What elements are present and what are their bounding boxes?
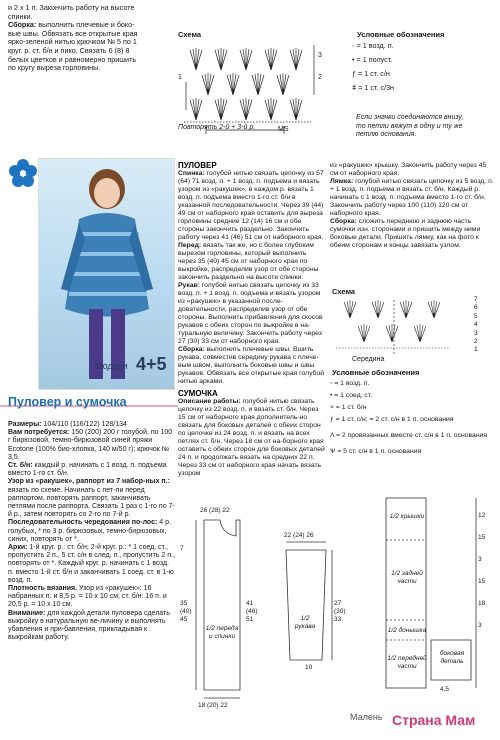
gauge-label: Плотность вязания. (8, 585, 78, 593)
bag-dim: 15 (478, 578, 486, 585)
p1-label: 1/2 переда и спинки (205, 625, 239, 640)
sleeve-text: голубой нитью связать цепочку из 33 возд. п. + 1 возд. п. подъема и вязать узором из «ракушек» в указанной после-довательности, распределив узор от обе стороны. Выполнить прибавления для скосов рукавов с обеих сторон по выкройке в на-туральную величину. Закончить работу через 27 (30) 33 см от наборного края. (178, 282, 323, 345)
legend-bottom-list (330, 380, 495, 460)
legend-bottom-item-0: = 1 возд. п. (334, 380, 370, 387)
legend-bottom-item-5: = 5 ст. с/н в 1 п. основания (337, 448, 422, 455)
left-column (8, 421, 176, 642)
legend-bottom-title: Условные обозначения (332, 368, 420, 377)
p1-side-neck: 7 (180, 545, 184, 552)
legend-top-item-2: = 1 ст. с/н (358, 69, 390, 78)
scheme-top-title: Схема (178, 30, 202, 39)
p2-label: 1/2 рукава (294, 615, 316, 630)
p1-right-value: 51 (246, 616, 254, 623)
assembly-line-3: круг. р. ст. б/н и пико. Связать 6 (8) 8 (8, 45, 130, 55)
scheme-mid-row: 5 (474, 312, 478, 320)
p1-side-value: 35 (180, 600, 188, 607)
materials-text: 150 (200) 200 г голубой, по 100 г бирюзовой, темно-бирюзовой синей пряжи Ecotone (100% био-хлопка, 140 м/50 г); крючок № 3,5. (8, 429, 173, 461)
scheme-mid-diagram (330, 296, 470, 356)
pullover-heading: ПУЛОВЕР (178, 161, 217, 170)
bag-bottom-label: 1/2 донышка (387, 627, 427, 634)
shell-pattern-text: вязать по схеме. Начинать с пет-ли перед раппортом, повторять раппорт, заканчивать петлями после раппорта. Связать 1 раз с 1-го по 7-й р., затем повторять со 2-го по 7-й р. (8, 486, 175, 519)
hibiscus-icon (8, 158, 38, 188)
shell-pattern-label: Узор из «ракушек», раппорт из 7 набор-ных п.: (8, 478, 170, 486)
slip-stitch-icon: • (352, 55, 355, 64)
scheme-top-caption: Повторять 2-й + 3-й р. (178, 124, 256, 131)
dc-symbol-icon: ƒ (352, 69, 356, 78)
arches-text: 1-й круг. р.: ст. б/н; 2-й круг. р.: * 1 соед. ст., пропустить 2 п., 5 ст. с/н в след. п., пропустить 2 п., повторять от *. Каждый круг. р. начинать с 1 возд. п. вместо 1-й ст. б/н и заканчивать 1 соед. ст. в 1-ю возд. п. (8, 544, 175, 584)
attention-text: для каждой детали пуловера сделать выкройку в натуральную ве-личину и выполнять убавления и при-бавления, прикладывая к выкройкам работу. (8, 609, 170, 642)
scheme-mid-row: 6 (474, 304, 478, 312)
bag-back-label: 1/2 задней части (391, 570, 423, 585)
bag-heading: СУМОЧКА (178, 389, 218, 398)
legend-bottom-item-1: = 1 соед. ст. (334, 392, 373, 399)
shell-symbol-icon: Ѱ (330, 448, 336, 455)
legend-bottom-item-2: = 1 ст. б/н (335, 404, 367, 411)
scheme-top-row-3: 3 (318, 52, 322, 59)
bag-desc-text: голубой нитью связать цепочку из 22 возд. п. и вязать ст. б/н. Через 15 см от наборного края дополнитель-но связать для боковых деталей с обеих сторон по цепочке из 24 возд. п. и вязать на всех петлях ст. б/н. Через 18 см от на-борного края оставить с обеих сторон для боковых деталей 24 п. и продолжать вязать на средних 22 п. Через 33 см от наборного края начать вязать узором (178, 398, 325, 477)
bag-dims (478, 505, 485, 637)
sc-symbol-icon: × (330, 404, 334, 411)
bag-lid-label: 1/2 крышки (389, 513, 425, 520)
bag-assembly-text: сложить переднюю и заднюю часть сумочки изн. сторонами и пришить между ними боковые детали. Пришить лямку, как на фото к обеим сторонам и концы завязать узлом. (330, 218, 481, 249)
strap-text: голубой нитью связать цепочку из 5 возд. п. + 1 возд. п. подъема и вязать ст. б/н. Каждый р. начинать с 1 возд. п. подъема вместо 1-го ст. б/н. Закончить работу через 100 (110) 120 см от наборного края. (330, 178, 494, 217)
legend-top-title: Условные обозначения (357, 30, 445, 39)
chain-symbol-icon: ◦ (330, 380, 333, 387)
assembly-line-0: выполнить плечевые и боко- (38, 20, 135, 30)
scheme-top-row-1: 1 (178, 74, 182, 81)
p1-top: 26 (28) 22 (200, 507, 230, 514)
size-text: 104/110 (116/122) 128/134 (41, 421, 127, 428)
bag-assembly-label: Сборка: (330, 218, 357, 225)
p2-side-value: 27 (334, 600, 342, 607)
legend-top-item-1: = 1 полуст. (356, 55, 393, 64)
bag-dim: 3 (478, 556, 482, 563)
bag-dim: 18 (478, 600, 486, 607)
bag-bottom-dim: 4,5 (440, 686, 450, 693)
p2-side (334, 600, 346, 624)
legend-bottom-item-3: = 1 ст. с/н; = 2 ст. с/н в 1 п. основания (335, 416, 454, 423)
p1-right (246, 600, 258, 624)
lid-text: из «ракушек» крышку. Закончить работу через 45 см от наборного края. (330, 162, 487, 177)
legend-top-note-1: то петли вяжут в одну и ту же (356, 122, 463, 130)
legend-top-item-0: = 1 возд. п. (356, 41, 394, 50)
sc-text: каждый р. начинать с 1 возд. п. подъема вместо 1-го ст. б/н. (8, 462, 167, 478)
top-line-1: и 2 х 1 п. Закончить работу на высоте (8, 3, 135, 12)
scheme-mid-row: 1 (474, 346, 478, 354)
scheme-mid-caption: Середина (352, 356, 385, 363)
stripe-sequence-label: Последовательность чередования по-лос: (8, 519, 158, 527)
front-back-piece (204, 520, 240, 690)
bag-dim: 15 (478, 534, 486, 541)
assembly-line-2: ярко-зеленой нитью крючком № 5 по 1 (8, 37, 137, 47)
assembly-line-1: вые швы. Обвязать все открытые края (8, 28, 138, 38)
materials-label: Вам потребуется: (8, 429, 70, 437)
p1-side (180, 600, 192, 624)
p2-top: 22 (24) 26 (284, 532, 314, 539)
slip-stitch-icon: • (330, 392, 333, 399)
front-text: вязать так же, но с более глубоким вырезом горловины, который выполнить через 35 (40) 45 см от наборного края по выкройке, распределив узор от обе стороны закончить раздельно на высоте спинки. (178, 242, 319, 281)
arches-label: Арки: (8, 544, 28, 552)
pattern-pieces (176, 490, 496, 705)
sc-label: Ст. б/н: (8, 462, 33, 470)
bag-dim: 12 (478, 512, 486, 519)
sleeve-piece (286, 550, 326, 660)
legend-top-note-0: Если значки соединяются внизу, (356, 114, 464, 121)
scheme-mid-title: Схема (332, 287, 356, 296)
stripe-sequence-text: 4 р. голубых, * по 3 р. бирюзовых, темно-бирюзовых, синих, повторять от *. (8, 519, 171, 543)
footer-text: Малень (350, 712, 383, 722)
tr-symbol-icon: ǂ (352, 83, 357, 92)
strap-label: Лямка: (330, 178, 354, 185)
attention-label: Внимание: (8, 609, 46, 617)
scheme-mid-rows (474, 296, 478, 355)
scheme-mid-row: 7 (474, 296, 478, 303)
assembly-text: выполнить плечевые швы. Вшить рукава, совместив середину рукава с плече-вым швом, выполнить боковые швы и швы рукавов. Обвязать все открытые края голубой нитью арками. (178, 346, 325, 385)
right-column (330, 162, 494, 250)
scheme-mid-row: 3 (474, 329, 478, 337)
p1-bottom: 18 (20) 22 (198, 702, 228, 709)
bag-desc-label: Описание работы: (178, 398, 241, 405)
scheme-top-ms: MS (278, 126, 289, 133)
assembly-label: Сборка: (178, 346, 205, 353)
p1-side-value: 45 (180, 616, 188, 623)
sleeve-label: Рукав: (178, 282, 200, 289)
models-number: 4+5 (136, 354, 167, 374)
front-label: Перед: (178, 242, 202, 249)
legend-top-note-2: петлю основания. (356, 131, 417, 138)
fan-row (190, 48, 302, 120)
scheme-mid-row: 4 (474, 321, 478, 329)
chain-symbol-icon: ◦ (352, 41, 355, 50)
size-label: Размеры: (8, 421, 42, 428)
scheme-mid-row: 2 (474, 338, 478, 346)
back-text: голубой нитью связать цепочку из 57 (64) 71 возд. п. + 1 возд. п. подъема и вязать узором из «ракушек», в каждом р. вязать 1 возд. п. подъема вместо 1-го ст. б/н в указанной последовательности. Через 39 (44) 49 см от наборного края оставить для выреза горловины средние 12 (14) 16 см и обе стороны закончить раздельно. Закончить работу через 41 (46) 51 см от наборного края. (178, 170, 324, 241)
assembly-line-5: по кругу выреза горловины. (8, 63, 101, 73)
legend-top-list (352, 42, 492, 98)
p1-side-value: (40) (180, 608, 192, 615)
top-line-2: спинки. (8, 11, 33, 21)
assembly-line-4: белых цветков и равномерно пришить (8, 54, 137, 64)
p2-side-value: (30) (334, 608, 346, 615)
site-logo: Страна Мам (392, 712, 476, 728)
page-title: Пуловер и сумочка (8, 395, 127, 409)
dc-symbol-icon: ƒ (330, 416, 334, 423)
p1-right-value: (46) (246, 608, 258, 615)
legend-bottom-item-4: = 2 провязанных вместе ст. с/н в 1 п. основания (336, 432, 488, 439)
models-word: Модели (95, 361, 128, 371)
p2-side-value: 33 (334, 616, 342, 623)
back-label: Спинка: (178, 170, 205, 177)
bag-side-label: боковая деталь (439, 650, 465, 665)
assembly-title: Сборка: (8, 20, 37, 30)
p1-right-value: 41 (246, 600, 254, 607)
bag-front-label: 1/2 передней части (387, 655, 427, 670)
middle-column (178, 162, 326, 478)
scheme-top-row-2: 2 (318, 74, 322, 81)
gauge-text: Узор из «ракушек»: 16 набранных п. и 8,5 р. = 10 х 10 см; ст. б/н: 16 п. и 20,5 р. = 10 х 10 см. (8, 585, 167, 609)
top-left-text (8, 4, 173, 73)
legend-top-note (356, 114, 496, 140)
bag-dim: 3 (478, 622, 482, 629)
legend-top-item-3: = 1 ст. с/3н (358, 83, 395, 92)
dc2tog-symbol-icon: Λ (330, 432, 335, 439)
p2-bottom: 10 (305, 664, 313, 671)
